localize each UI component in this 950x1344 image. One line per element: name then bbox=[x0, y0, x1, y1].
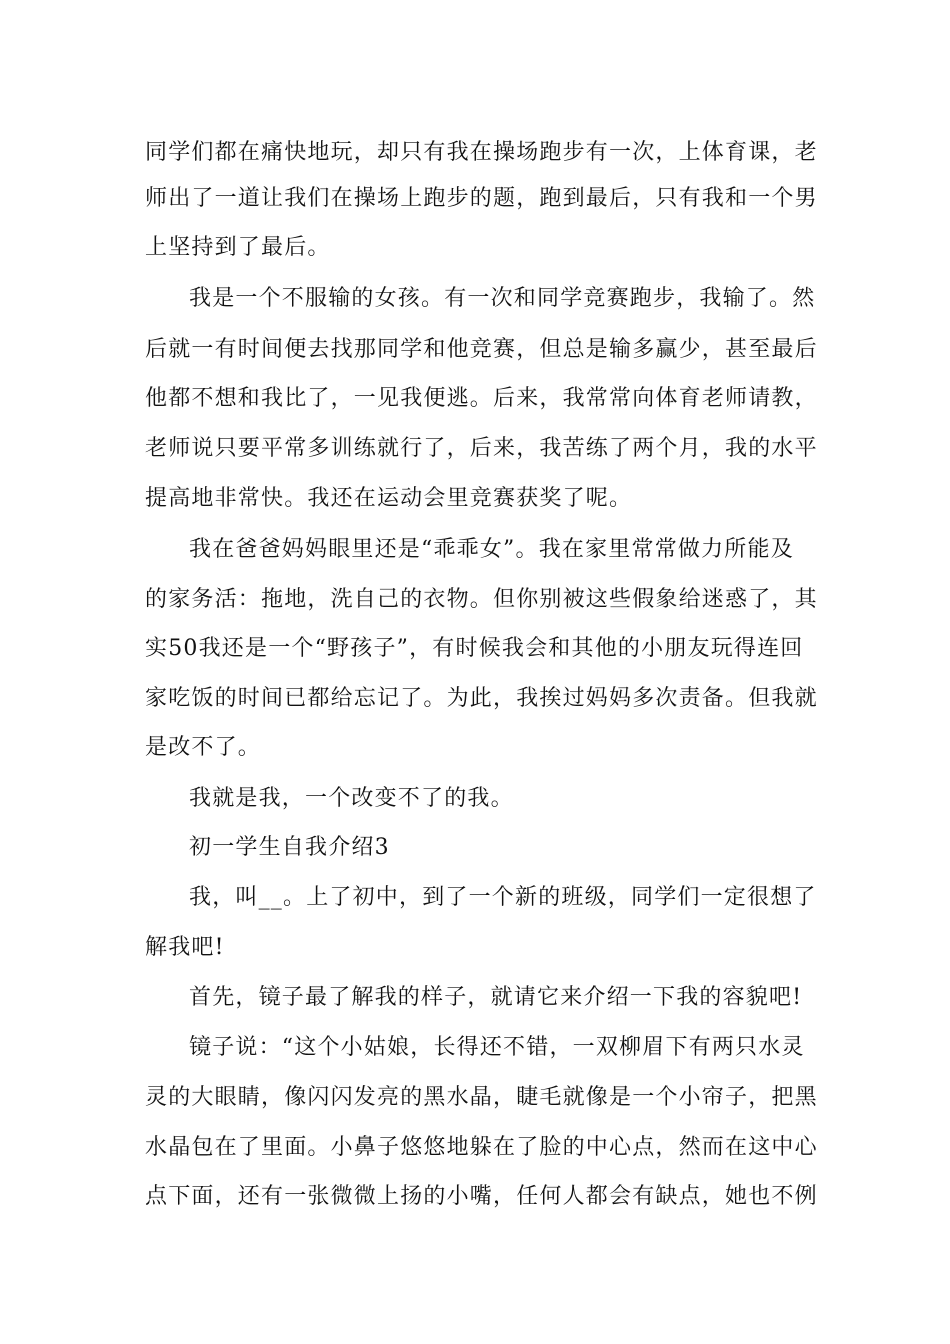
paragraph-first-line: 我就是我，一个改变不了的我。 bbox=[189, 786, 514, 811]
text-line: 的家务活：拖地，洗自己的衣物。但你别被这些假象给迷惑了，其 bbox=[145, 587, 818, 612]
text-line: 提高地非常快。我还在运动会里竞赛获奖了呢。 bbox=[145, 486, 633, 511]
text-line: 老师说只要平常多训练就行了，后来，我苦练了两个月，我的水平 bbox=[145, 436, 818, 461]
paragraph-first-line: 我在爸爸妈妈眼里还是“乖乖女”。我在家里常常做力所能及 bbox=[189, 537, 794, 562]
text-line: 水晶包在了里面。小鼻子悠悠地躲在了脸的中心点，然而在这中心 bbox=[145, 1135, 818, 1160]
text-line: 上坚持到了最后。 bbox=[145, 235, 331, 260]
text-line: 解我吧! bbox=[145, 935, 225, 960]
text-line: 家吃饭的时间已都给忘记了。为此，我挨过妈妈多次责备。但我就 bbox=[145, 686, 818, 711]
text-line: 点下面，还有一张微微上扬的小嘴，任何人都会有缺点，她也不例 bbox=[145, 1184, 818, 1209]
text-line: 灵的大眼睛，像闪闪发亮的黑水晶，睫毛就像是一个小帘子，把黑 bbox=[145, 1085, 818, 1110]
text-line: 同学们都在痛快地玩，却只有我在操场跑步有一次，上体育课，老 bbox=[145, 140, 818, 165]
paragraph-first-line: 镜子说：“这个小姑娘，长得还不错，一双柳眉下有两只水灵 bbox=[189, 1035, 805, 1060]
paragraph-first-line: 我是一个不服输的女孩。有一次和同学竞赛跑步，我输了。然 bbox=[189, 286, 816, 311]
paragraph-first-line: 首先，镜子最了解我的样子，就请它来介绍一下我的容貌吧! bbox=[189, 985, 803, 1010]
paragraph-first-line: 我，叫__。上了初中，到了一个新的班级，同学们一定很想了 bbox=[189, 885, 817, 910]
text-line: 师出了一道让我们在操场上跑步的题，跑到最后，只有我和一个男 bbox=[145, 186, 818, 211]
text-line: 他都不想和我比了，一见我便逃。后来，我常常向体育老师请教， bbox=[145, 386, 818, 411]
section-heading: 初一学生自我介绍3 bbox=[189, 835, 390, 860]
text-line: 后就一有时间便去找那同学和他竞赛，但总是输多赢少，甚至最后 bbox=[145, 337, 818, 362]
text-line: 是改不了。 bbox=[145, 735, 262, 760]
text-line: 实50我还是一个“野孩子”，有时候我会和其他的小朋友玩得连回 bbox=[145, 636, 804, 661]
